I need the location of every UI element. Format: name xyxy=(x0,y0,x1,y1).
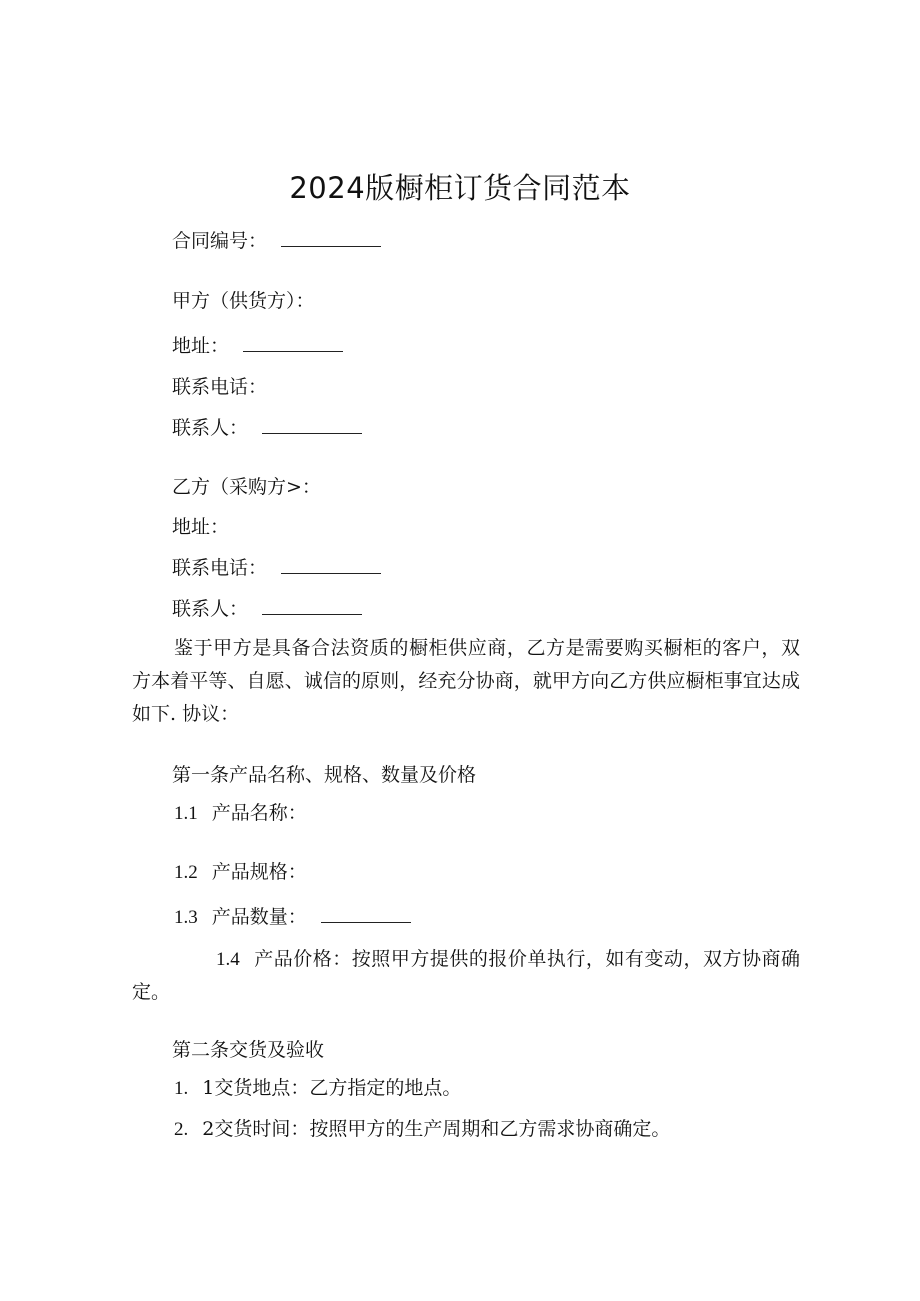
party-b-heading: 乙方（采购方>： xyxy=(172,476,321,498)
article1-item-4-number: 1.4 xyxy=(216,949,240,970)
party-b-phone-line xyxy=(172,556,381,580)
party-b-phone-label: 联系电话： xyxy=(172,557,268,579)
article2-item-2 xyxy=(174,1117,670,1142)
article2-item-2-number: 2. xyxy=(174,1119,189,1140)
party-b-address-label: 地址： xyxy=(172,516,230,538)
contract-number-label: 合同编号： xyxy=(172,230,268,252)
article1-item-2-text: 产品规格： xyxy=(211,861,307,883)
party-b-contact-label: 联系人： xyxy=(172,598,249,620)
article2-heading: 第二条交货及验收 xyxy=(172,1039,325,1061)
party-a-address-line xyxy=(172,334,343,358)
document-title: 2024版橱柜订货合同范本 xyxy=(289,171,631,205)
article2-item-1-number: 1. xyxy=(174,1078,189,1099)
party-a-phone-line xyxy=(172,375,267,399)
party-a-phone-label: 联系电话： xyxy=(172,376,268,398)
article1-item-1-text: 产品名称： xyxy=(211,802,307,824)
contract-number-line xyxy=(172,229,381,253)
product-quantity-blank xyxy=(321,905,411,923)
party-b-phone-blank xyxy=(281,556,381,574)
article1-item-3-text: 产品数量： xyxy=(211,906,307,928)
article1-item-3-number: 1.3 xyxy=(174,907,198,928)
party-b-contact-line xyxy=(172,597,362,621)
article2-item-1-text: 1交货地点：乙方指定的地点。 xyxy=(202,1077,462,1099)
party-a-heading: 甲方（供货方）： xyxy=(172,290,315,312)
article1-item-1-number: 1.1 xyxy=(174,803,198,824)
party-a-address-label: 地址： xyxy=(172,335,230,357)
party-b-address-line xyxy=(172,515,229,539)
article2-item-1 xyxy=(174,1076,461,1101)
party-a-contact-line xyxy=(172,416,362,440)
contract-number-blank xyxy=(281,229,381,247)
article1-item-2-number: 1.2 xyxy=(174,862,198,883)
article1-item-1 xyxy=(174,801,307,826)
article1-heading: 第一条产品名称、规格、数量及价格 xyxy=(172,764,477,786)
article1-item-3 xyxy=(174,905,411,930)
article1-item-4-text: 产品价格：按照甲方提供的报价单执行，如有变动，双方协商确定。 xyxy=(132,948,800,1003)
article1-item-4 xyxy=(132,943,800,1009)
party-a-contact-label: 联系人： xyxy=(172,417,249,439)
intro-paragraph: 鉴于甲方是具备合法资质的橱柜供应商，乙方是需要购买橱柜的客户，双方本着平等、自愿、诚信的原则，经充分协商，就甲方向乙方供应橱柜事宜达成如下. 协议： xyxy=(132,637,800,725)
party-b-contact-blank xyxy=(262,597,362,615)
party-a-contact-blank xyxy=(262,416,362,434)
article1-item-2 xyxy=(174,860,307,885)
article2-item-2-text: 2交货时间：按照甲方的生产周期和乙方需求协商确定。 xyxy=(202,1118,671,1140)
party-a-address-blank xyxy=(243,334,343,352)
